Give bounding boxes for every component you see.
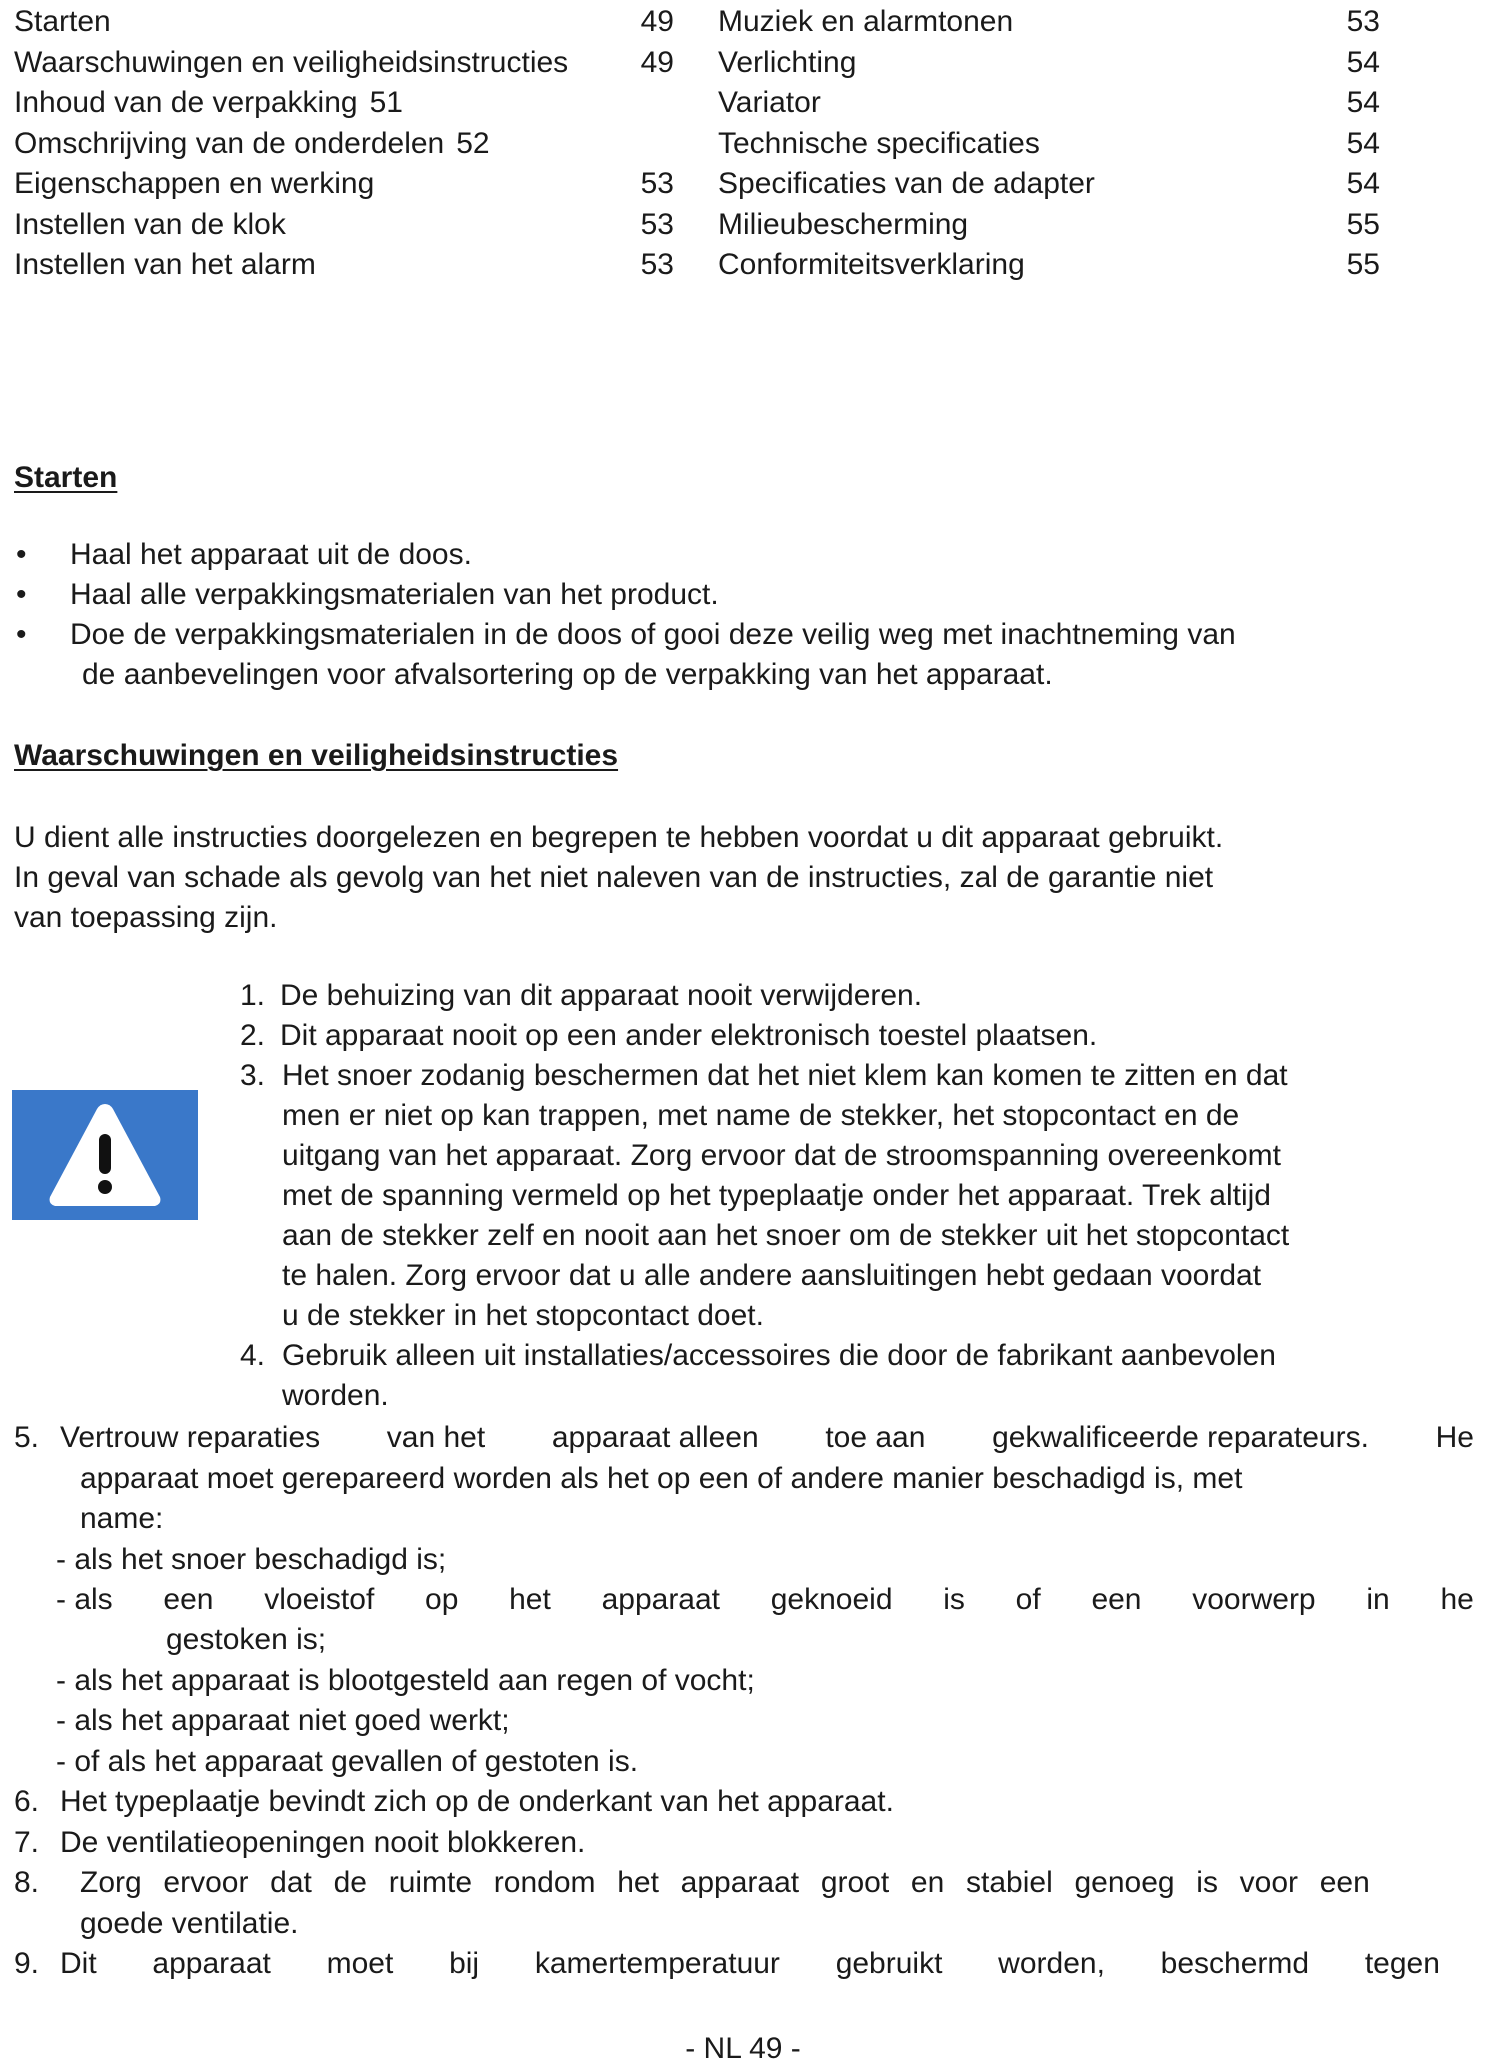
toc-entry: Variator 54: [718, 86, 1380, 119]
list-item: 2. Dit apparaat nooit op een ander elektronisch toestel plaatsen.: [240, 1019, 1098, 1052]
starten-heading: Starten: [14, 461, 118, 494]
list-item-line: goede ventilatie.: [80, 1906, 299, 1940]
sub-item: - als het apparaat niet goed werkt;: [56, 1704, 510, 1737]
warnings-intro: U dient alle instructies doorgelezen en begrepen te hebben voordat u dit apparaat gebruikt. In geval van schade als gevolg van het niet naleven van de instructies, zal de garantie niet van toepassing zijn.: [14, 821, 1224, 934]
toc-entry: Inhoud van de verpakking 51: [14, 86, 403, 119]
bullet-item-continuation: de aanbevelingen voor afvalsortering op de verpakking van het apparaat.: [82, 658, 1053, 691]
list-item: 7. De ventilatieopeningen nooit blokkeren.: [14, 1825, 586, 1859]
bullet-item: • Haal het apparaat uit de doos.: [16, 538, 472, 571]
page-number: - NL 49 -: [685, 2032, 801, 2065]
toc-entry: Muziek en alarmtonen 53: [718, 5, 1380, 38]
warnings-numbered-list-continued: [14, 1418, 1474, 1985]
toc-entry: Omschrijving van de onderdelen 52: [14, 126, 490, 160]
toc-entry: Starten 49: [14, 5, 674, 38]
toc-entry: Specificaties van de adapter 54: [718, 167, 1380, 200]
sub-item: - als een vloeistof op het apparaat geknoeid is of een voorwerp in he: [56, 1582, 1474, 1616]
sub-item: - als het apparaat is blootgesteld aan regen of vocht;: [56, 1663, 755, 1697]
list-item: 3. Het snoer zodanig beschermen dat het niet klem kan komen te zitten en dat men er niet op kan trappen, met name de stekker, het stopcontact en de uitgang van het apparaat. Zorg ervoor dat de stroomspanning overeenkomt met de spanning vermeld op het typeplaatje onder het apparaat. Trek altijd aan de stekker zelf en nooit aan het snoer om de stekker uit het stopcontact te halen. Zorg ervoor dat u alle andere aansluitingen hebt gedaan voordat u de stekker in het stopcontact doet.: [240, 1059, 1290, 1332]
warnings-numbered-list: [240, 976, 1410, 1416]
bullet-item: • Haal alle verpakkingsmaterialen van het product.: [16, 578, 719, 611]
list-item-line: name:: [80, 1502, 164, 1535]
warning-icon: [12, 1090, 198, 1220]
toc-right-column: [718, 2, 1380, 286]
toc-entry: Instellen van het alarm 53: [14, 248, 674, 281]
toc-entry: Conformiteitsverklaring 55: [718, 248, 1380, 281]
toc-entry: Technische specificaties 54: [718, 126, 1380, 160]
sub-item-line: gestoken is;: [166, 1623, 327, 1656]
list-item: 1. De behuizing van dit apparaat nooit verwijderen.: [240, 979, 923, 1012]
list-item: 8. Zorg ervoor dat de ruimte rondom het apparaat groot en stabiel genoeg is voor een: [14, 1866, 1370, 1899]
list-item: 5. Vertrouw reparaties van het apparaat alleen toe aan gekwalificeerde reparateurs. He: [14, 1421, 1474, 1454]
toc-entry: Waarschuwingen en veiligheidsinstructies 49: [14, 45, 674, 79]
starten-bullet-list: [14, 535, 1374, 695]
toc-entry: Verlichting 54: [718, 45, 1380, 79]
sub-item: - of als het apparaat gevallen of gestoten is.: [56, 1744, 639, 1778]
list-item-line: apparaat moet gerepareerd worden als het op een of andere manier beschadigd is, met: [80, 1461, 1243, 1495]
bullet-item: • Doe de verpakkingsmaterialen in de doos of gooi deze veilig weg met inachtneming van: [16, 618, 1236, 651]
list-item: 9. Dit apparaat moet bij kamertemperatuur gebruikt worden, beschermd tegen: [14, 1947, 1440, 1980]
list-item: 4. Gebruik alleen uit installaties/accessoires die door de fabrikant aanbevolen worden.: [240, 1339, 1276, 1412]
toc-left-column: [14, 2, 674, 286]
sub-item: - als het snoer beschadigd is;: [56, 1542, 447, 1576]
toc-entry: Eigenschappen en werking 53: [14, 167, 674, 200]
list-item: 6. Het typeplaatje bevindt zich op de onderkant van het apparaat.: [14, 1785, 894, 1818]
toc-entry: Instellen van de klok 53: [14, 207, 674, 241]
toc-entry: Milieubescherming 55: [718, 207, 1380, 241]
warnings-heading: Waarschuwingen en veiligheidsinstructies: [14, 739, 619, 772]
